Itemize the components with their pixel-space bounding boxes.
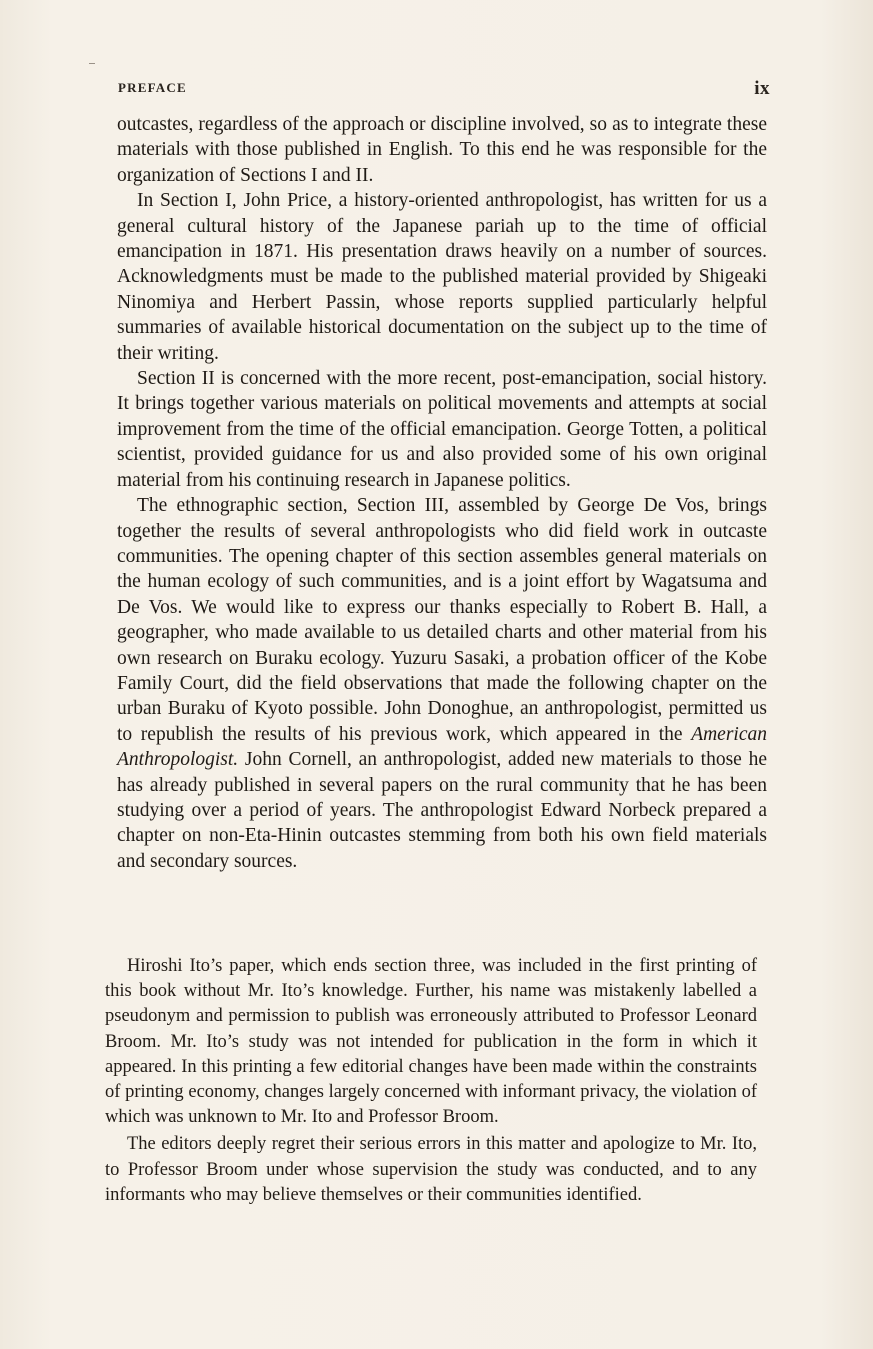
- running-head: [118, 80, 770, 100]
- preface-body: [117, 112, 767, 874]
- paragraph-4: [117, 493, 767, 874]
- paragraph-2: In Section I, John Price, a history-oriented anthropologist, has written for us a general cultural history of the Japanese pariah up to the time of official emancipation in 1871. His presentation draws heavily on a number of sources. Acknowledgments must be made to the published material provided by Shigeaki Ninomiya and Herbert Passin, whose reports supplied particularly helpful summaries of available historical documentation on the subject up to the time of their writing.: [117, 190, 767, 364]
- paragraph-4-text-a: The ethnographic section, Section III, assembled by George De Vos, brings together the results of several anthropologists who did field work in outcaste communities. The opening chapter of this section assembles general materials on the human ecology of such communities, and is a joint effort by Wagatsuma and De Vos. We would like to express our thanks especially to Robert B. Hall, a geographer, who made available to us detailed charts and other material from his own research on Buraku ecology. Yuzuru Sasaki, a probation officer of the Kobe Family Court, did the field observations that made the following chapter on the urban Buraku of Kyoto possible. John Donoghue, an anthropologist, permitted us to republish the results of his previous work, which appeared in the: [117, 495, 767, 745]
- running-title: PREFACE: [118, 80, 187, 95]
- page-number: ix: [754, 78, 770, 99]
- printing-note: [105, 954, 757, 1208]
- page-speck: [89, 63, 95, 64]
- addendum-paragraph-2: The editors deeply regret their serious errors in this matter and apologize to Mr. Ito, to Professor Broom under whose supervision the study was conducted, and to any informants who may believe themselves or their communities identified.: [105, 1134, 757, 1205]
- addendum-paragraph-1: Hiroshi Ito’s paper, which ends section three, was included in the first printing of this book without Mr. Ito’s knowledge. Further, his name was mistakenly labelled a pseudonym and permission to publish was erroneously attributed to Professor Leonard Broom. Mr. Ito’s study was not intended for publication in the form in which it appeared. In this printing a few editorial changes have been made within the constraints of printing economy, changes largely concerned with informant privacy, the violation of which was unknown to Mr. Ito and Professor Broom.: [105, 956, 757, 1128]
- paragraph-1: outcastes, regardless of the approach or discipline involved, so as to integrate these materials with those published in English. To this end he was responsible for the organization of Sections I and II.: [117, 114, 767, 186]
- paragraph-3: Section II is concerned with the more recent, post-emancipation, social history. It brings together various materials on political movements and attempts at social improvement from the time of the official emancipation. George Totten, a political scientist, provided guidance for us and also provided some of his own original material from his continuing research in Japanese politics.: [117, 368, 767, 491]
- paragraph-4-text-b: John Cornell, an anthropologist, added new materials to those he has already published in several papers on the rural community that he has been studying over a period of years. The anthropologist Edward Norbeck prepared a chapter on non-Eta-Hinin outcastes stemming from both his own field materials and secondary sources.: [117, 749, 767, 872]
- journal-title: American Anthropologist.: [117, 723, 767, 771]
